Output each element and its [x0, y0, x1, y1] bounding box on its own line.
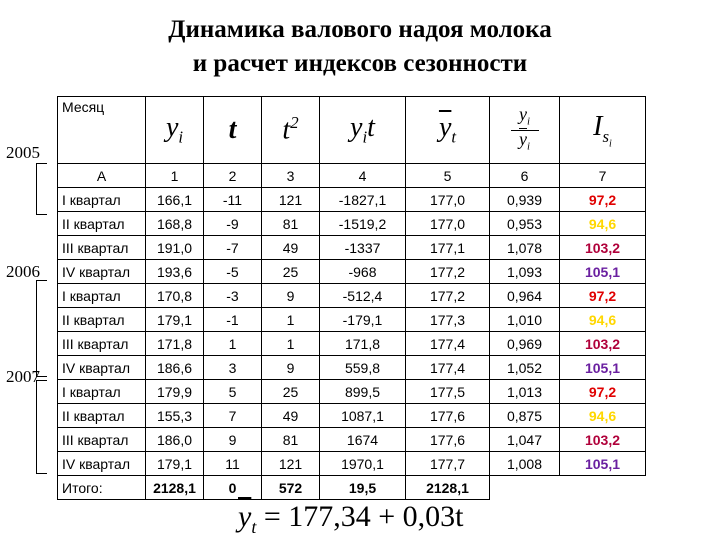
cell-idx: 105,1: [560, 452, 646, 476]
year-label-2005: 2005: [6, 143, 40, 162]
cell-idx: 94,6: [560, 404, 646, 428]
cell-t2: 9: [262, 356, 320, 380]
table-row: [58, 284, 646, 308]
cell-y: 179,1: [146, 452, 204, 476]
cell-yt: 1970,1: [320, 452, 406, 476]
cell-t: -3: [204, 284, 262, 308]
cell-yt: -1827,1: [320, 188, 406, 212]
cell-yt: -179,1: [320, 308, 406, 332]
cell-t2: 1: [262, 332, 320, 356]
table-body: [58, 188, 646, 476]
table-row: [58, 356, 646, 380]
cell-yt: -968: [320, 260, 406, 284]
cell-ratio: 1,047: [490, 428, 560, 452]
cell-t: 7: [204, 404, 262, 428]
cell-t: -1: [204, 308, 262, 332]
cell-ratio: 1,052: [490, 356, 560, 380]
cell-t2: 81: [262, 212, 320, 236]
cell-t2: 121: [262, 188, 320, 212]
col-number: 7: [560, 164, 646, 188]
year-bracket-2005: [36, 163, 47, 215]
cell-yt: 1674: [320, 428, 406, 452]
cell-t: 5: [204, 380, 262, 404]
cell-t: 9: [204, 428, 262, 452]
cell-t2: 81: [262, 428, 320, 452]
totals-row: [58, 476, 646, 500]
cell-idx: 103,2: [560, 428, 646, 452]
seasonality-index-header: $I_{s_i}$: [560, 97, 646, 164]
quarter-label: II квартал: [58, 308, 146, 332]
col-number: 5: [406, 164, 490, 188]
cell-yt: -1519,2: [320, 212, 406, 236]
year-label-2006: 2006: [6, 262, 40, 281]
col-number: 4: [320, 164, 406, 188]
table-row: [58, 188, 646, 212]
cell-idx: 97,2: [560, 284, 646, 308]
quarter-label: II квартал: [58, 212, 146, 236]
cell-y: 155,3: [146, 404, 204, 428]
quarter-label: II квартал: [58, 404, 146, 428]
cell-ratio: 1,013: [490, 380, 560, 404]
cell-yt: 559,8: [320, 356, 406, 380]
cell-t: 1: [204, 332, 262, 356]
cell-ratio: 0,964: [490, 284, 560, 308]
cell-idx: 103,2: [560, 332, 646, 356]
cell-t2: 1: [262, 308, 320, 332]
cell-yhat: 177,2: [406, 284, 490, 308]
cell-idx: 97,2: [560, 380, 646, 404]
cell-yt: -1337: [320, 236, 406, 260]
total-t: 0: [204, 476, 262, 500]
cell-y: 168,8: [146, 212, 204, 236]
cell-t: 11: [204, 452, 262, 476]
quarter-label: III квартал: [58, 236, 146, 260]
cell-t2: 25: [262, 260, 320, 284]
cell-t2: 121: [262, 452, 320, 476]
quarter-label: IV квартал: [58, 260, 146, 284]
cell-yt: 1087,1: [320, 404, 406, 428]
cell-yhat: 177,1: [406, 236, 490, 260]
month-header: Месяц: [58, 97, 146, 164]
cell-idx: 94,6: [560, 212, 646, 236]
cell-y: 170,8: [146, 284, 204, 308]
total-yhat: 2128,1: [406, 476, 490, 500]
data-table: [57, 96, 646, 500]
table-row: [58, 380, 646, 404]
table-row: [58, 332, 646, 356]
total-t2: 572: [262, 476, 320, 500]
cell-yhat: 177,4: [406, 332, 490, 356]
cell-y: 193,6: [146, 260, 204, 284]
cell-yhat: 177,6: [406, 428, 490, 452]
empty-cell: [560, 476, 646, 500]
cell-yt: -512,4: [320, 284, 406, 308]
y-i-t-header: $y_it$: [320, 97, 406, 164]
cell-t: 3: [204, 356, 262, 380]
cell-ratio: 0,953: [490, 212, 560, 236]
cell-y: 166,1: [146, 188, 204, 212]
cell-t2: 25: [262, 380, 320, 404]
cell-y: 179,1: [146, 308, 204, 332]
cell-ratio: 0,969: [490, 332, 560, 356]
cell-ratio: 1,093: [490, 260, 560, 284]
y-hat-header: $\overline{y}_t$: [406, 97, 490, 164]
cell-yhat: 177,3: [406, 308, 490, 332]
total-y: 2128,1: [146, 476, 204, 500]
cell-y: 179,9: [146, 380, 204, 404]
cell-ratio: 1,010: [490, 308, 560, 332]
cell-yhat: 177,7: [406, 452, 490, 476]
cell-y: 186,0: [146, 428, 204, 452]
cell-ratio: 1,078: [490, 236, 560, 260]
total-yt: 19,5: [320, 476, 406, 500]
table-row: [58, 452, 646, 476]
t-squared-header: $t^2$: [262, 97, 320, 164]
cell-yhat: 177,5: [406, 380, 490, 404]
col-number: 3: [262, 164, 320, 188]
t-header: t: [204, 97, 262, 164]
table-row: [58, 236, 646, 260]
totals-label: Итого:: [58, 476, 146, 500]
page-title-line1: Динамика валового надоя молока: [168, 16, 552, 43]
column-number-row: [58, 164, 646, 188]
cell-yhat: 177,2: [406, 260, 490, 284]
table-row: [58, 260, 646, 284]
cell-t: -7: [204, 236, 262, 260]
cell-ratio: 1,008: [490, 452, 560, 476]
col-number: 2: [204, 164, 262, 188]
cell-y: 171,8: [146, 332, 204, 356]
formula-text: = 177,34 + 0,03t: [263, 500, 464, 533]
cell-y: 191,0: [146, 236, 204, 260]
quarter-label: I квартал: [58, 188, 146, 212]
cell-idx: 94,6: [560, 308, 646, 332]
cell-yhat: 177,0: [406, 212, 490, 236]
cell-yt: 899,5: [320, 380, 406, 404]
cell-yt: 171,8: [320, 332, 406, 356]
ratio-header: $y_i$ $\overline{y}_i$: [490, 97, 560, 164]
year-bracket-2007: [36, 380, 47, 474]
cell-t: -5: [204, 260, 262, 284]
quarter-label: I квартал: [58, 284, 146, 308]
table-row: [58, 404, 646, 428]
cell-idx: 105,1: [560, 260, 646, 284]
col-letter: А: [58, 164, 146, 188]
cell-y: 186,6: [146, 356, 204, 380]
cell-t2: 49: [262, 404, 320, 428]
y-i-header: $y_i$: [146, 97, 204, 164]
quarter-label: IV квартал: [58, 452, 146, 476]
page-title-line2: и расчет индексов сезонности: [192, 50, 528, 77]
cell-t: -11: [204, 188, 262, 212]
quarter-label: IV квартал: [58, 356, 146, 380]
table-row: [58, 308, 646, 332]
cell-ratio: 0,875: [490, 404, 560, 428]
cell-yhat: 177,4: [406, 356, 490, 380]
cell-t: -9: [204, 212, 262, 236]
cell-idx: 103,2: [560, 236, 646, 260]
table-row: [58, 428, 646, 452]
cell-yhat: 177,0: [406, 188, 490, 212]
trend-formula: $\overline{y}_t = 177,34 + 0,03t$: [238, 500, 464, 537]
cell-idx: 97,2: [560, 188, 646, 212]
header-row: [58, 97, 646, 164]
cell-t2: 9: [262, 284, 320, 308]
year-label-2007: 2007: [6, 367, 40, 386]
quarter-label: III квартал: [58, 332, 146, 356]
empty-cell: [490, 476, 560, 500]
year-bracket-2006: [36, 280, 47, 377]
cell-t2: 49: [262, 236, 320, 260]
table-row: [58, 212, 646, 236]
quarter-label: III квартал: [58, 428, 146, 452]
cell-yhat: 177,6: [406, 404, 490, 428]
col-number: 1: [146, 164, 204, 188]
col-number: 6: [490, 164, 560, 188]
cell-ratio: 0,939: [490, 188, 560, 212]
cell-idx: 105,1: [560, 356, 646, 380]
quarter-label: I квартал: [58, 380, 146, 404]
